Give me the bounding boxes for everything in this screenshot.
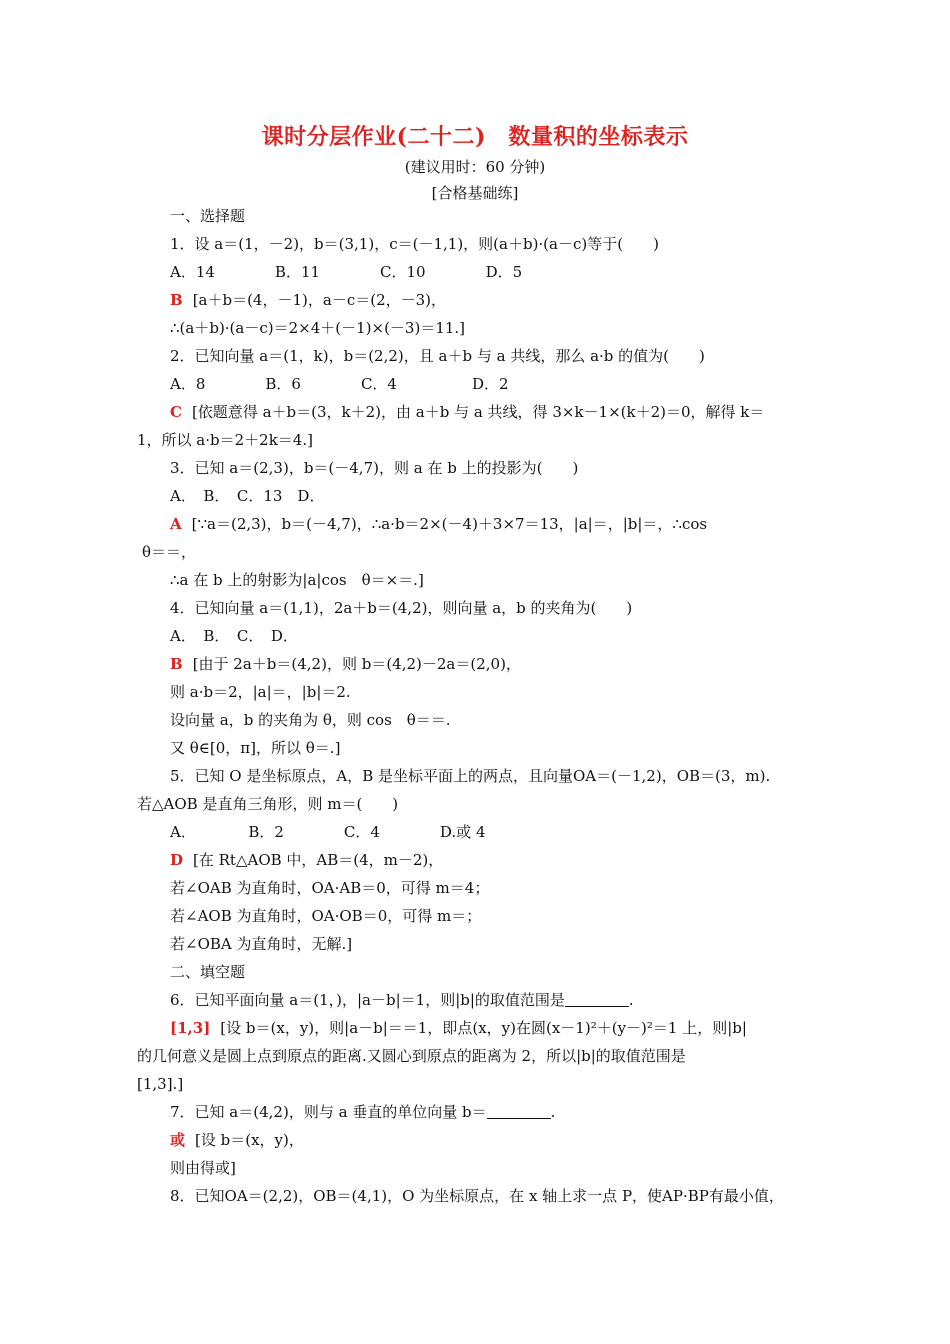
- question-6: 6．已知平面向量 a＝(1，)，|a－b|＝1，则|b|的取值范围是 .: [170, 991, 634, 1009]
- answer-blank: [487, 1104, 551, 1119]
- options-2: A．8 B．6 C．4 D．2: [170, 375, 509, 393]
- question-1: 1．设 a＝(1，－2)，b＝(3,1)，c＝(－1,1)，则(a＋b)·(a－c)等于( ): [170, 235, 659, 253]
- options-1: A．14 B．11 C．10 D．5: [170, 263, 523, 281]
- solution-line: [1,3].]: [137, 1075, 184, 1093]
- question-4: 4．已知向量 a＝(1,1)，2a＋b＝(4,2)，则向量 a，b 的夹角为( ): [170, 599, 633, 617]
- options-3: A． B． C．13 D．: [170, 487, 325, 505]
- section-heading: 二、填空题: [170, 963, 246, 981]
- answer-5: D [在 Rt△AOB 中，AB＝(4，m－2)，: [170, 851, 444, 869]
- solution-line: ∴a 在 b 上的射影为|a|cos θ＝×＝.]: [170, 571, 424, 589]
- answer-4: B [由于 2a＋b＝(4,2)，则 b＝(4,2)－2a＝(2,0)，: [170, 655, 521, 673]
- answer-blank: [565, 992, 629, 1007]
- page-title: 课时分层作业(二十二) 数量积的坐标表示: [261, 124, 689, 150]
- options-4: A． B． C． D．: [170, 627, 298, 645]
- level-tag: [合格基础练]: [431, 184, 519, 202]
- question-7: 7．已知 a＝(4,2)，则与 a 垂直的单位向量 b＝ .: [170, 1103, 556, 1121]
- options-5: A． B．2 C．4 D.或 4: [170, 823, 486, 841]
- solution-line: 若∠OAB 为直角时，OA·AB＝0，可得 m＝4；: [170, 879, 490, 897]
- solution-line: 若∠OBA 为直角时，无解.]: [170, 935, 353, 953]
- solution-line: 的几何意义是圆上点到原点的距离.又圆心到原点的距离为 2，所以|b|的取值范围是: [137, 1047, 686, 1065]
- solution-line: θ＝＝，: [142, 543, 197, 561]
- question-5: 5．已知 O 是坐标原点，A，B 是坐标平面上的两点，且向量OA＝(－1,2)，OB＝(3，m).: [170, 767, 771, 785]
- answer-7: 或 [设 b＝(x，y)，: [170, 1131, 304, 1149]
- solution-line: 1，所以 a·b＝2＋2k＝4.]: [137, 431, 313, 449]
- solution-line: 则 a·b＝2，|a|＝，|b|＝2.: [170, 683, 351, 701]
- solution-line: ∴(a＋b)·(a－c)＝2×4＋(－1)×(－3)＝11.]: [170, 319, 466, 337]
- question-8: 8．已知OA＝(2,2)，OB＝(4,1)，O 为坐标原点，在 x 轴上求一点 P，使AP·BP有最小值，: [170, 1187, 784, 1205]
- answer-2: C [依题意得 a＋b＝(3，k＋2)，由 a＋b 与 a 共线，得 3×k－1×(k＋2)＝0，解得 k＝: [170, 403, 765, 421]
- answer-6: [1,3] [设 b＝(x，y)，则|a－b|＝＝1，即点(x，y)在圆(x－1)²＋(y－)²＝1 上，则|b|: [170, 1019, 747, 1037]
- section-heading: 一、选择题: [170, 207, 246, 225]
- answer-3: A [∵a＝(2,3)，b＝(－4,7)，∴a·b＝2×(－4)＋3×7＝13，|a|＝，|b|＝，∴cos: [170, 515, 708, 533]
- suggested-time: (建议用时：60 分钟): [404, 158, 546, 176]
- question-3: 3．已知 a＝(2,3)，b＝(－4,7)，则 a 在 b 上的投影为( ): [170, 459, 579, 477]
- question-2: 2．已知向量 a＝(1，k)，b＝(2,2)，且 a＋b 与 a 共线，那么 a·b 的值为( ): [170, 347, 705, 365]
- solution-line: 则由得或]: [170, 1159, 236, 1177]
- solution-line: 又 θ∈[0，π]，所以 θ＝.]: [170, 739, 341, 757]
- solution-line: 若∠AOB 为直角时，OA·OB＝0，可得 m＝；: [170, 907, 482, 925]
- answer-1: B [a＋b＝(4，－1)，a－c＝(2，－3)，: [170, 291, 447, 309]
- question-5-cont: 若△AOB 是直角三角形，则 m＝( ): [137, 795, 399, 813]
- solution-line: 设向量 a，b 的夹角为 θ，则 cos θ＝＝.: [170, 711, 451, 729]
